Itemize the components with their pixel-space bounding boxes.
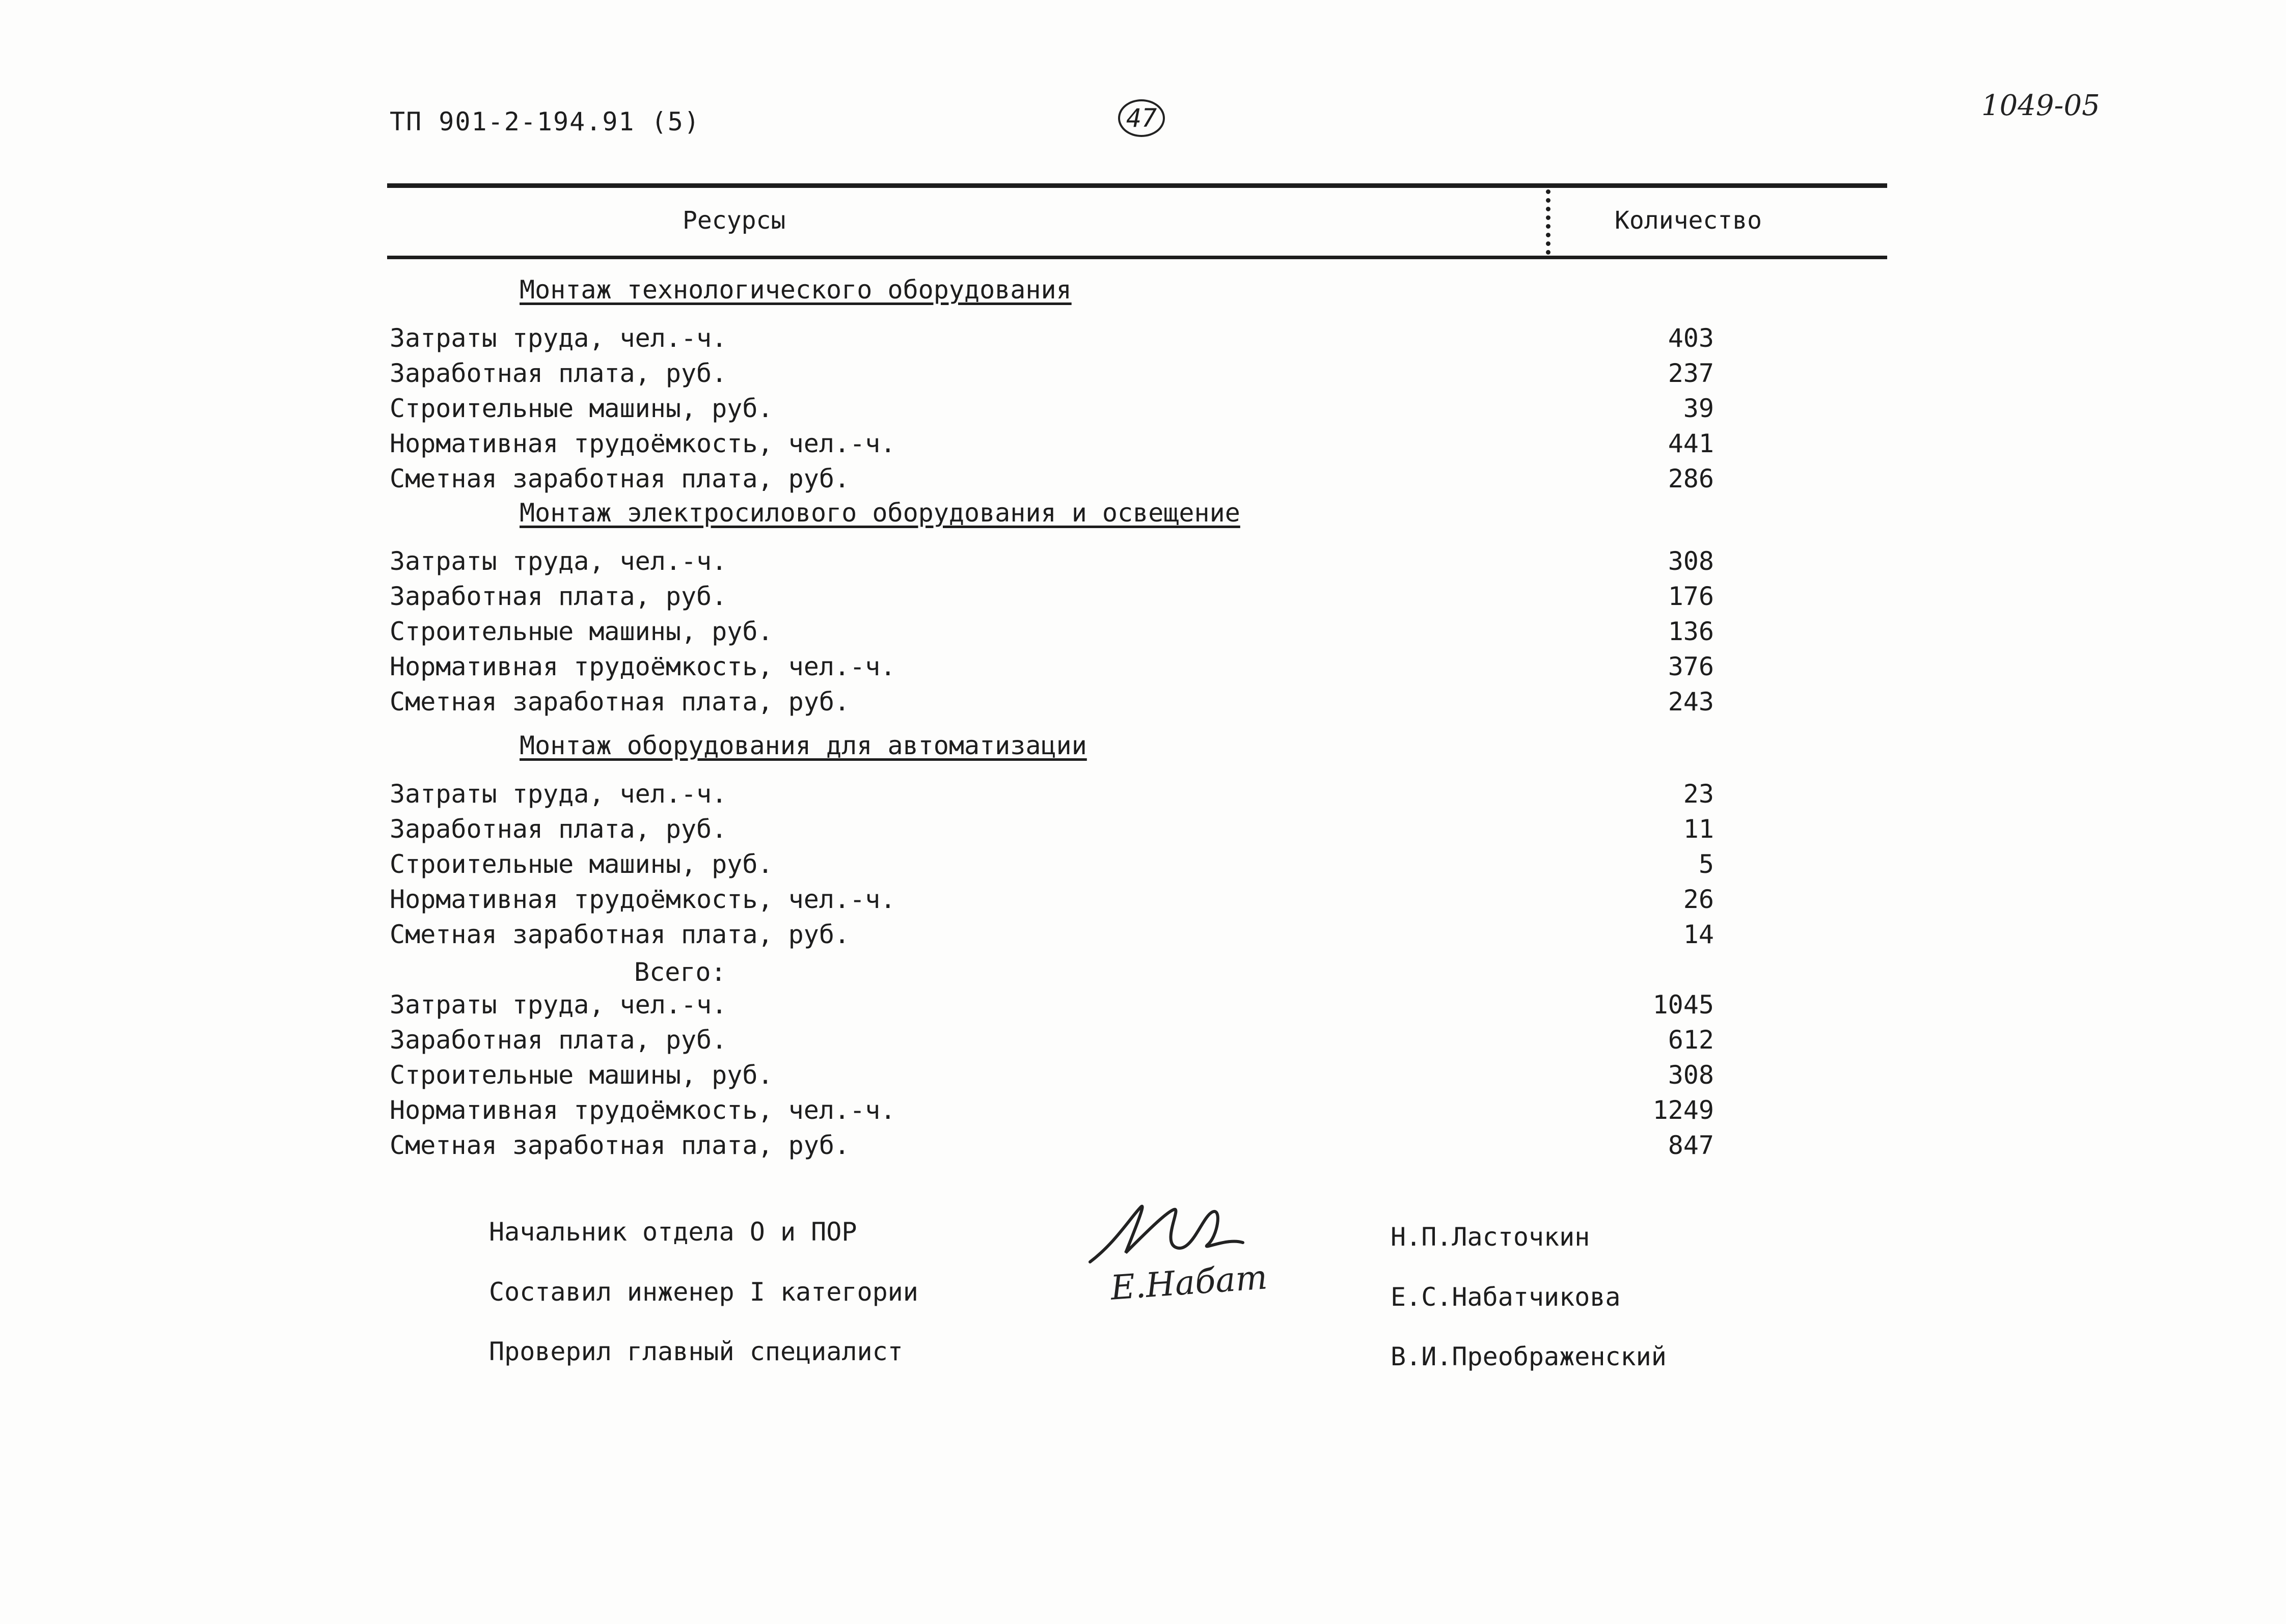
row-label: Нормативная трудоёмкость, чел.-ч.	[390, 429, 896, 458]
row-label: Сметная заработная плата, руб.	[390, 464, 850, 493]
row-label: Заработная плата, руб.	[390, 359, 727, 388]
signature-name-checker: В.И.Преображенский	[1391, 1342, 1667, 1371]
row-value: 5	[1698, 849, 1714, 879]
table-row	[390, 394, 1714, 427]
signature-name-compiler: Е.С.Набатчикова	[1391, 1282, 1621, 1312]
table-row	[390, 359, 1714, 392]
section-title: Монтаж электросилового оборудования и освещение	[520, 498, 1240, 528]
table-row	[390, 687, 1714, 721]
row-value: 14	[1683, 920, 1714, 949]
row-value: 136	[1668, 617, 1714, 646]
table-row	[390, 617, 1714, 650]
table-row	[390, 885, 1714, 918]
row-value: 376	[1668, 652, 1714, 681]
row-label: Затраты труда, чел.-ч.	[390, 779, 727, 809]
table-header-rule	[387, 256, 1887, 259]
table-top-rule	[387, 183, 1887, 188]
section-title: Монтаж оборудования для автоматизации	[520, 731, 1087, 760]
total-row	[390, 1095, 1714, 1129]
page-number	[1118, 99, 1165, 137]
row-label: Строительные машины, руб.	[390, 849, 773, 879]
table-row	[390, 920, 1714, 953]
document-code: ТП 901-2-194.91 (5)	[390, 107, 700, 136]
row-value: 1249	[1652, 1095, 1714, 1125]
total-row	[390, 990, 1714, 1024]
table-row	[390, 652, 1714, 685]
total-row	[390, 1060, 1714, 1094]
table-row	[390, 849, 1714, 883]
row-label: Нормативная трудоёмкость, чел.-ч.	[390, 1095, 896, 1125]
row-value: 23	[1683, 779, 1714, 809]
row-value: 612	[1668, 1025, 1714, 1055]
archive-number: 1049-05	[1981, 89, 2100, 122]
row-label: Сметная заработная плата, руб.	[390, 1131, 850, 1160]
row-label: Строительные машины, руб.	[390, 617, 773, 646]
row-label: Затраты труда, чел.-ч.	[390, 323, 727, 353]
page-number-value: 47	[1118, 99, 1165, 137]
signature-role-head: Начальник отдела О и ПОР	[489, 1217, 857, 1247]
column-divider	[1546, 189, 1550, 255]
table-row	[390, 429, 1714, 462]
table-row	[390, 464, 1714, 498]
row-label: Сметная заработная плата, руб.	[390, 920, 850, 949]
column-header-resources: Ресурсы	[683, 206, 786, 235]
row-value: 441	[1668, 429, 1714, 458]
table-row	[390, 814, 1714, 848]
row-value: 237	[1668, 359, 1714, 388]
row-label: Строительные машины, руб.	[390, 394, 773, 423]
handwritten-signature-1	[1085, 1197, 1253, 1268]
table-row	[390, 323, 1714, 357]
section-title: Монтаж технологического оборудования	[520, 275, 1072, 305]
row-label: Затраты труда, чел.-ч.	[390, 546, 727, 576]
signature-role-checker: Проверил главный специалист	[489, 1337, 903, 1366]
row-value: 308	[1668, 546, 1714, 576]
row-value: 1045	[1652, 990, 1714, 1020]
row-value: 847	[1668, 1131, 1714, 1160]
row-label: Нормативная трудоёмкость, чел.-ч.	[390, 652, 896, 681]
column-header-quantity: Количество	[1615, 206, 1762, 235]
signature-role-compiler: Составил инженер I категории	[489, 1277, 918, 1307]
row-label: Нормативная трудоёмкость, чел.-ч.	[390, 885, 896, 914]
signature-name-head: Н.П.Ласточкин	[1391, 1222, 1590, 1252]
row-value: 286	[1668, 464, 1714, 493]
row-value: 403	[1668, 323, 1714, 353]
row-label: Заработная плата, руб.	[390, 582, 727, 611]
row-label: Сметная заработная плата, руб.	[390, 687, 850, 717]
row-label: Строительные машины, руб.	[390, 1060, 773, 1090]
total-title: Всего:	[634, 957, 726, 987]
row-label: Заработная плата, руб.	[390, 814, 727, 844]
table-row	[390, 779, 1714, 813]
row-label: Затраты труда, чел.-ч.	[390, 990, 727, 1020]
row-label: Заработная плата, руб.	[390, 1025, 727, 1055]
row-value: 243	[1668, 687, 1714, 717]
handwritten-signature-2: Е.Набат	[1109, 1257, 1269, 1308]
row-value: 176	[1668, 582, 1714, 611]
table-row	[390, 582, 1714, 615]
total-row	[390, 1025, 1714, 1059]
table-row	[390, 546, 1714, 580]
row-value: 26	[1683, 885, 1714, 914]
row-value: 39	[1683, 394, 1714, 423]
row-value: 11	[1683, 814, 1714, 844]
total-row	[390, 1131, 1714, 1164]
row-value: 308	[1668, 1060, 1714, 1090]
